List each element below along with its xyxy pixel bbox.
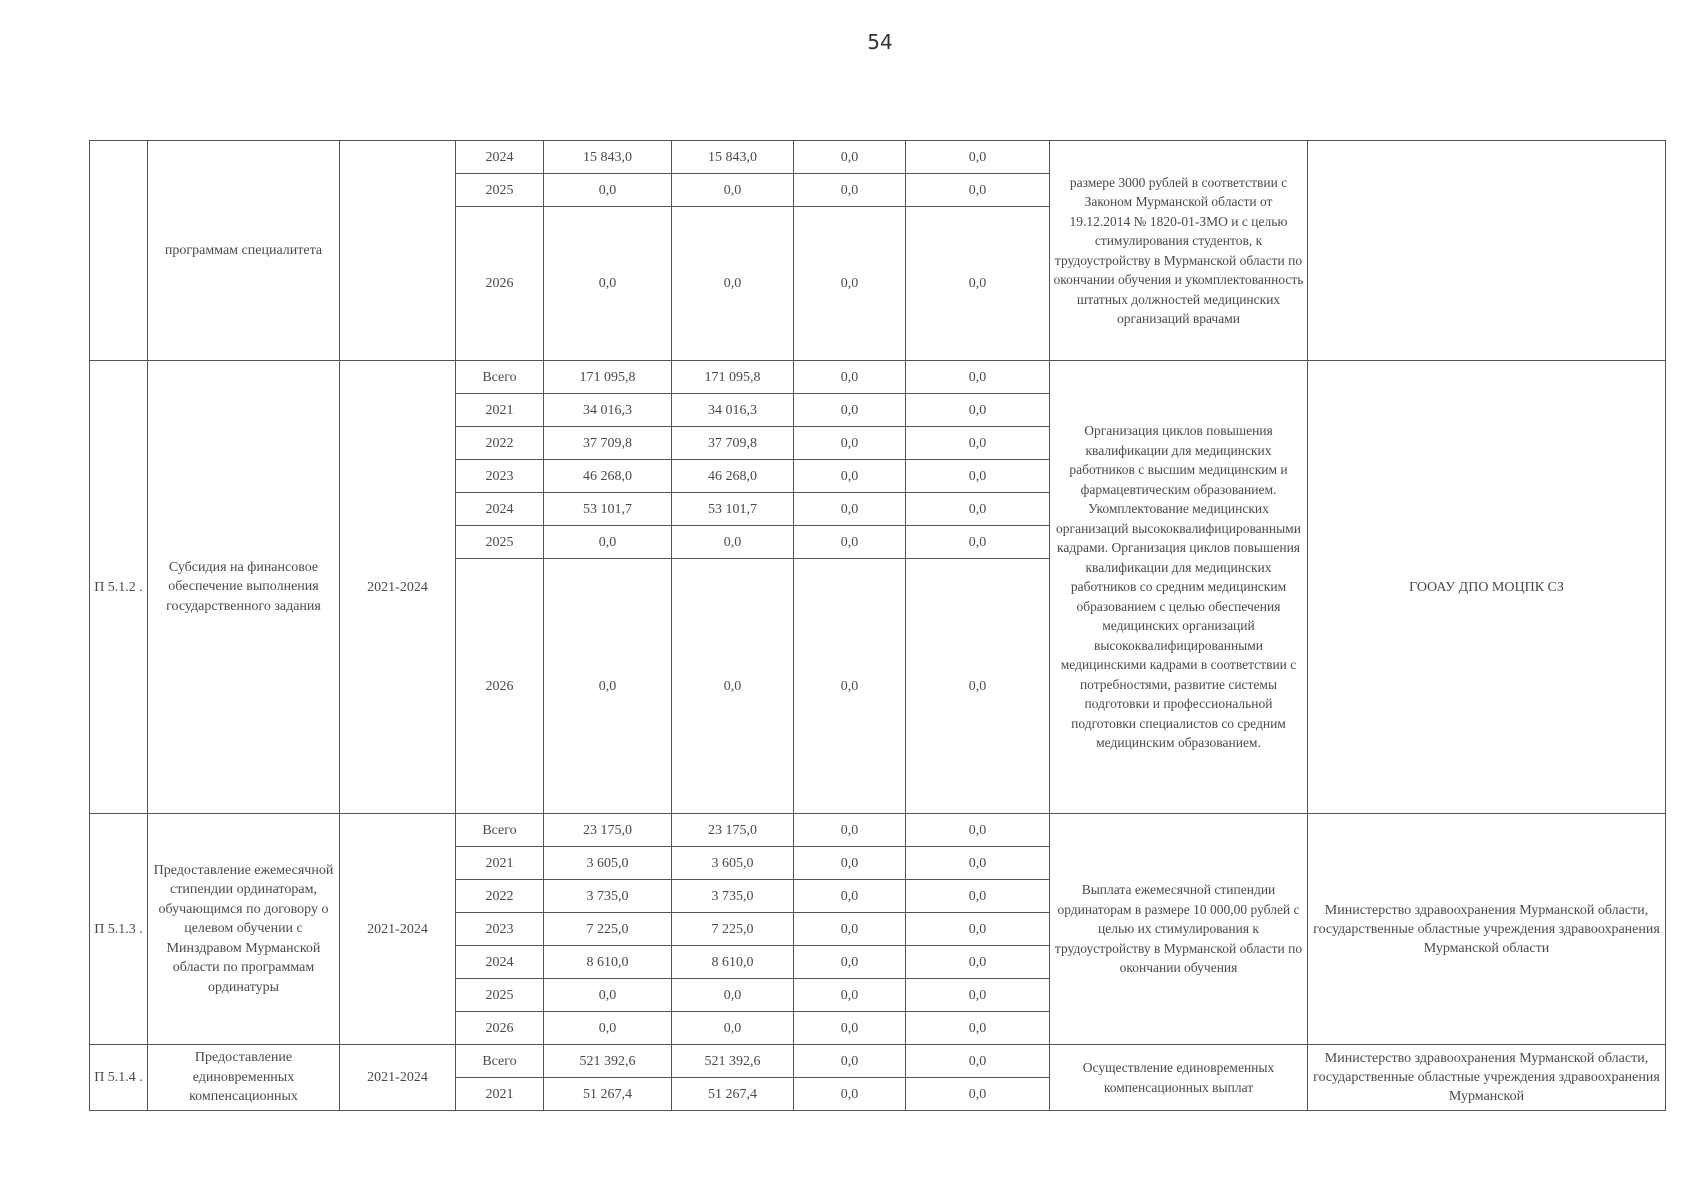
- other-amount: 0,0: [906, 847, 1050, 880]
- activity-code: П 5.1.3 .: [90, 814, 148, 1045]
- regional-amount: 3 605,0: [672, 847, 794, 880]
- regional-amount: 51 267,4: [672, 1078, 794, 1111]
- regional-amount: 53 101,7: [672, 493, 794, 526]
- other-amount: 0,0: [906, 427, 1050, 460]
- federal-amount: 0,0: [794, 1045, 906, 1078]
- federal-amount: 0,0: [794, 141, 906, 174]
- table-row: [90, 141, 1666, 174]
- regional-amount: 521 392,6: [672, 1045, 794, 1078]
- total-amount: 51 267,4: [544, 1078, 672, 1111]
- table-row: [90, 814, 1666, 847]
- page-number: 54: [867, 30, 893, 54]
- year-cell: Всего: [456, 814, 544, 847]
- other-amount: 0,0: [906, 460, 1050, 493]
- activity-code: П 5.1.4 .: [90, 1045, 148, 1111]
- year-cell: 2021: [456, 394, 544, 427]
- year-cell: 2022: [456, 427, 544, 460]
- total-amount: 0,0: [544, 1012, 672, 1045]
- year-cell: 2023: [456, 913, 544, 946]
- total-amount: 8 610,0: [544, 946, 672, 979]
- activity-name: Субсидия на финансовое обеспечение выполнения государственного задания: [148, 361, 340, 814]
- regional-amount: 3 735,0: [672, 880, 794, 913]
- other-amount: 0,0: [906, 1045, 1050, 1078]
- year-cell: 2026: [456, 559, 544, 814]
- federal-amount: 0,0: [794, 427, 906, 460]
- year-cell: 2025: [456, 174, 544, 207]
- regional-amount: 37 709,8: [672, 427, 794, 460]
- federal-amount: 0,0: [794, 880, 906, 913]
- regional-amount: 23 175,0: [672, 814, 794, 847]
- implementation-period: 2021-2024: [340, 361, 456, 814]
- other-amount: 0,0: [906, 880, 1050, 913]
- year-cell: 2021: [456, 847, 544, 880]
- other-amount: 0,0: [906, 526, 1050, 559]
- federal-amount: 0,0: [794, 814, 906, 847]
- responsible-executor: [1308, 141, 1666, 361]
- total-amount: 34 016,3: [544, 394, 672, 427]
- regional-amount: 0,0: [672, 559, 794, 814]
- activity-code: П 5.1.2 .: [90, 361, 148, 814]
- regional-amount: 0,0: [672, 979, 794, 1012]
- total-amount: 23 175,0: [544, 814, 672, 847]
- regional-amount: 46 268,0: [672, 460, 794, 493]
- federal-amount: 0,0: [794, 946, 906, 979]
- program-table: [89, 140, 1666, 1111]
- year-cell: 2026: [456, 1012, 544, 1045]
- federal-amount: 0,0: [794, 394, 906, 427]
- other-amount: 0,0: [906, 141, 1050, 174]
- other-amount: 0,0: [906, 913, 1050, 946]
- federal-amount: 0,0: [794, 207, 906, 361]
- federal-amount: 0,0: [794, 460, 906, 493]
- total-amount: 3 735,0: [544, 880, 672, 913]
- total-amount: 521 392,6: [544, 1045, 672, 1078]
- federal-amount: 0,0: [794, 913, 906, 946]
- other-amount: 0,0: [906, 361, 1050, 394]
- federal-amount: 0,0: [794, 1012, 906, 1045]
- total-amount: 0,0: [544, 559, 672, 814]
- total-amount: 7 225,0: [544, 913, 672, 946]
- federal-amount: 0,0: [794, 1078, 906, 1111]
- federal-amount: 0,0: [794, 174, 906, 207]
- other-amount: 0,0: [906, 979, 1050, 1012]
- other-amount: 0,0: [906, 559, 1050, 814]
- year-cell: 2023: [456, 460, 544, 493]
- federal-amount: 0,0: [794, 526, 906, 559]
- other-amount: 0,0: [906, 394, 1050, 427]
- regional-amount: 7 225,0: [672, 913, 794, 946]
- other-amount: 0,0: [906, 814, 1050, 847]
- implementation-period: [340, 141, 456, 361]
- responsible-executor: Министерство здравоохранения Мурманской области, государственные областные учреждения здравоохранения Мурманской области: [1308, 814, 1666, 1045]
- table-row: [90, 361, 1666, 394]
- total-amount: 15 843,0: [544, 141, 672, 174]
- implementation-period: 2021-2024: [340, 814, 456, 1045]
- regional-amount: 34 016,3: [672, 394, 794, 427]
- total-amount: 0,0: [544, 526, 672, 559]
- federal-amount: 0,0: [794, 847, 906, 880]
- regional-amount: 15 843,0: [672, 141, 794, 174]
- table-row: [90, 1045, 1666, 1078]
- expected-result: Выплата ежемесячной стипендии ординаторам в размере 10 000,00 рублей с целью их стимулирования к трудоустройству в Мурманской области по окончании обучения: [1050, 814, 1308, 1045]
- expected-result: Организация циклов повышения квалификации для медицинских работников с высшим медицинским и фармацевтическим образованием. Укомплектование медицинских организаций высококвалифицированными кадрами. Организация циклов повышения квалификации для медицинских работников со средним медицинским образованием с целью обеспечения медицинских организаций высококвалифицированными медицинскими кадрами в соответствии с потребностями, развитие системы подготовки и профессиональной подготовки специалистов со средним медицинским образованием.: [1050, 361, 1308, 814]
- regional-amount: 0,0: [672, 526, 794, 559]
- year-cell: 2022: [456, 880, 544, 913]
- year-cell: Всего: [456, 361, 544, 394]
- activity-code: [90, 141, 148, 361]
- implementation-period: 2021-2024: [340, 1045, 456, 1111]
- expected-result: размере 3000 рублей в соответствии с Законом Мурманской области от 19.12.2014 № 1820-01-ЗМО и с целью стимулирования студентов, к трудоустройству в Мурманской области по окончании обучения и укомплектованность штатных должностей медицинских организаций врачами: [1050, 141, 1308, 361]
- year-cell: 2024: [456, 141, 544, 174]
- other-amount: 0,0: [906, 1012, 1050, 1045]
- other-amount: 0,0: [906, 493, 1050, 526]
- year-cell: 2024: [456, 946, 544, 979]
- expected-result: Осуществление единовременных компенсационных выплат: [1050, 1045, 1308, 1111]
- year-cell: 2026: [456, 207, 544, 361]
- year-cell: 2025: [456, 979, 544, 1012]
- year-cell: 2025: [456, 526, 544, 559]
- year-cell: 2021: [456, 1078, 544, 1111]
- regional-amount: 0,0: [672, 1012, 794, 1045]
- federal-amount: 0,0: [794, 559, 906, 814]
- regional-amount: 171 095,8: [672, 361, 794, 394]
- other-amount: 0,0: [906, 207, 1050, 361]
- year-cell: Всего: [456, 1045, 544, 1078]
- regional-amount: 0,0: [672, 174, 794, 207]
- federal-amount: 0,0: [794, 493, 906, 526]
- other-amount: 0,0: [906, 946, 1050, 979]
- regional-amount: 8 610,0: [672, 946, 794, 979]
- total-amount: 0,0: [544, 174, 672, 207]
- activity-name: программам специалитета: [148, 141, 340, 361]
- federal-amount: 0,0: [794, 361, 906, 394]
- total-amount: 53 101,7: [544, 493, 672, 526]
- responsible-executor: Министерство здравоохранения Мурманской области, государственные областные учреждения здравоохранения Мурманской: [1308, 1045, 1666, 1111]
- responsible-executor: ГООАУ ДПО МОЦПК СЗ: [1308, 361, 1666, 814]
- other-amount: 0,0: [906, 174, 1050, 207]
- total-amount: 46 268,0: [544, 460, 672, 493]
- federal-amount: 0,0: [794, 979, 906, 1012]
- total-amount: 0,0: [544, 207, 672, 361]
- total-amount: 3 605,0: [544, 847, 672, 880]
- regional-amount: 0,0: [672, 207, 794, 361]
- total-amount: 37 709,8: [544, 427, 672, 460]
- total-amount: 171 095,8: [544, 361, 672, 394]
- total-amount: 0,0: [544, 979, 672, 1012]
- other-amount: 0,0: [906, 1078, 1050, 1111]
- year-cell: 2024: [456, 493, 544, 526]
- activity-name: Предоставление ежемесячной стипендии ординаторам, обучающимся по договору о целевом обучении с Минздравом Мурманской области по программам ординатуры: [148, 814, 340, 1045]
- activity-name: Предоставление единовременных компенсационных: [148, 1045, 340, 1111]
